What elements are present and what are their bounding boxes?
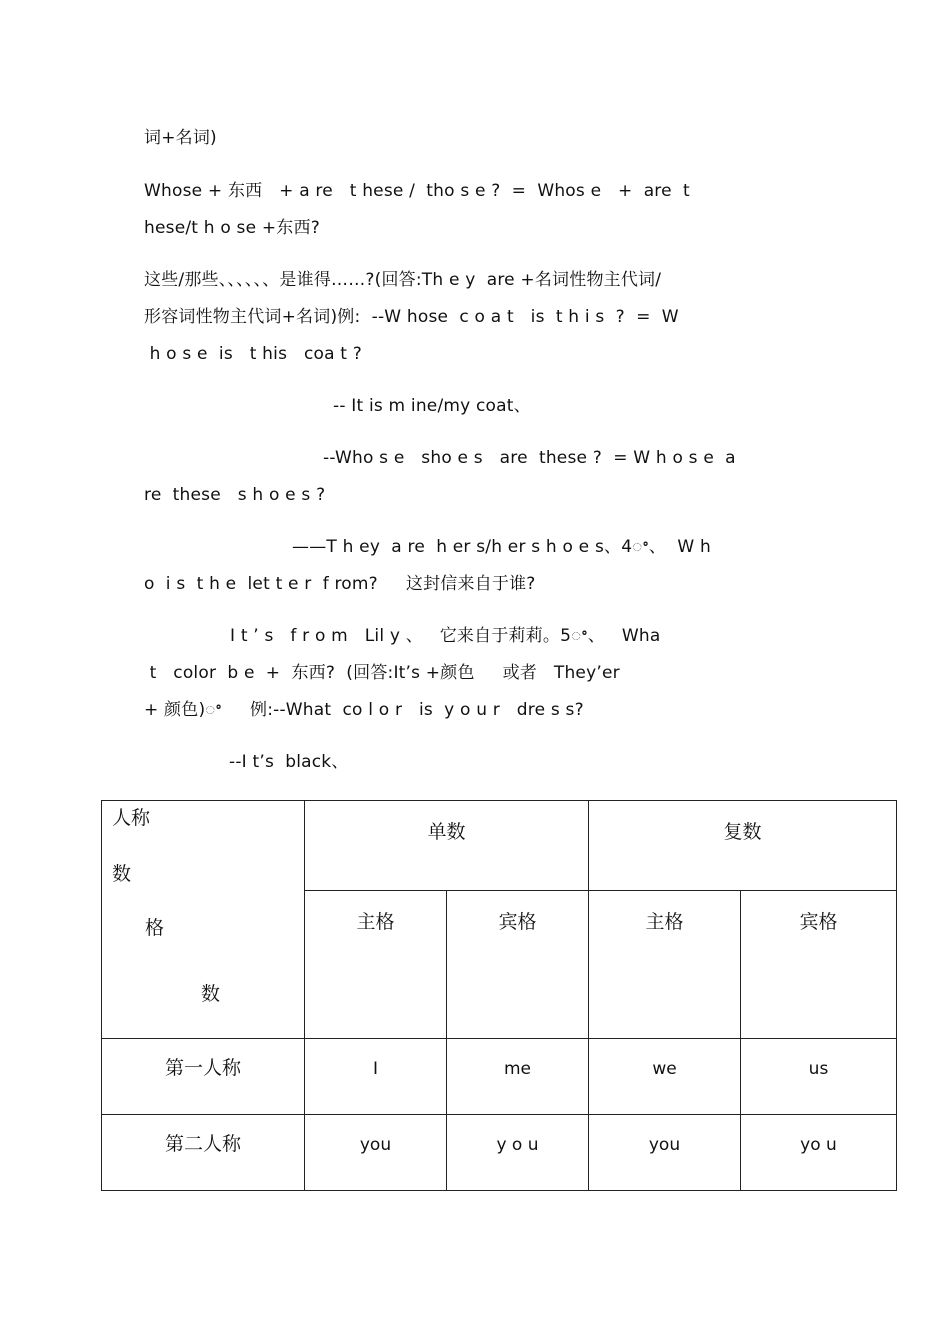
corner-label-number-2: 数 — [201, 983, 221, 1005]
text-line-12: I t ’ s f r o m Lil y 、 它来自于莉莉。5ꢀ、 Wha — [230, 626, 661, 646]
text-line-5: 形容词性物主代词+名词)例: --W hose c o a t is t h i s ? = W — [144, 307, 679, 327]
text-line-7: -- It is m ine/my coat、 — [333, 396, 531, 416]
pronoun-table — [101, 800, 897, 1191]
header-plural-subjective: 主格 — [589, 891, 741, 1039]
text-line-4: 这些/那些、、、、、、是谁得……?(回答:Th e y are +名词性物主代词/ — [144, 270, 662, 290]
table-row — [102, 1115, 897, 1191]
text-line-10: ——T h ey a re h er s/h er s h o e s、4ꢀ、 W h — [292, 537, 711, 557]
text-line-2: Whose + 东西 + a re t hese / tho s e ? = Whos e + are t — [144, 181, 690, 201]
header-plural: 复数 — [589, 801, 897, 891]
text-line-8: --Who s e sho e s are these ? = W h o s e a — [323, 448, 736, 468]
text-line-6: h o s e is t his coa t ? — [144, 344, 363, 364]
header-singular-subjective: 主格 — [305, 891, 447, 1039]
text-line-3: hese/t h o se +东西? — [144, 218, 320, 238]
text-line-9: re these s h o e s ? — [144, 485, 326, 505]
text-line-15: --I t’s black、 — [229, 752, 349, 772]
corner-label-case: 格 — [145, 917, 165, 939]
corner-label-person: 人称 — [112, 807, 151, 829]
cell-value: y o u — [447, 1115, 589, 1191]
row-label-first-person: 第一人称 — [102, 1039, 305, 1115]
cell-value: you — [305, 1115, 447, 1191]
text-line-13: t color b e + 东西? (回答:It’s +颜色 或者 They’er — [144, 663, 620, 683]
cell-value: I — [305, 1039, 447, 1115]
text-line-14: + 颜色)ꢀ 例:--What co l o r is y o u r dre s s? — [144, 700, 584, 720]
row-label-second-person: 第二人称 — [102, 1115, 305, 1191]
header-plural-objective: 宾格 — [741, 891, 897, 1039]
cell-value: you — [589, 1115, 741, 1191]
text-line-1: 词+名词) — [144, 128, 217, 148]
cell-value: we — [589, 1039, 741, 1115]
header-singular-objective: 宾格 — [447, 891, 589, 1039]
cell-value: us — [741, 1039, 897, 1115]
text-line-11: o i s t h e let t e r f rom? 这封信来自于谁? — [144, 574, 536, 594]
table-corner-cell — [102, 801, 305, 1039]
cell-value: yo u — [741, 1115, 897, 1191]
header-singular: 单数 — [305, 801, 589, 891]
cell-value: me — [447, 1039, 589, 1115]
table-row — [102, 1039, 897, 1115]
corner-label-number: 数 — [112, 863, 132, 885]
